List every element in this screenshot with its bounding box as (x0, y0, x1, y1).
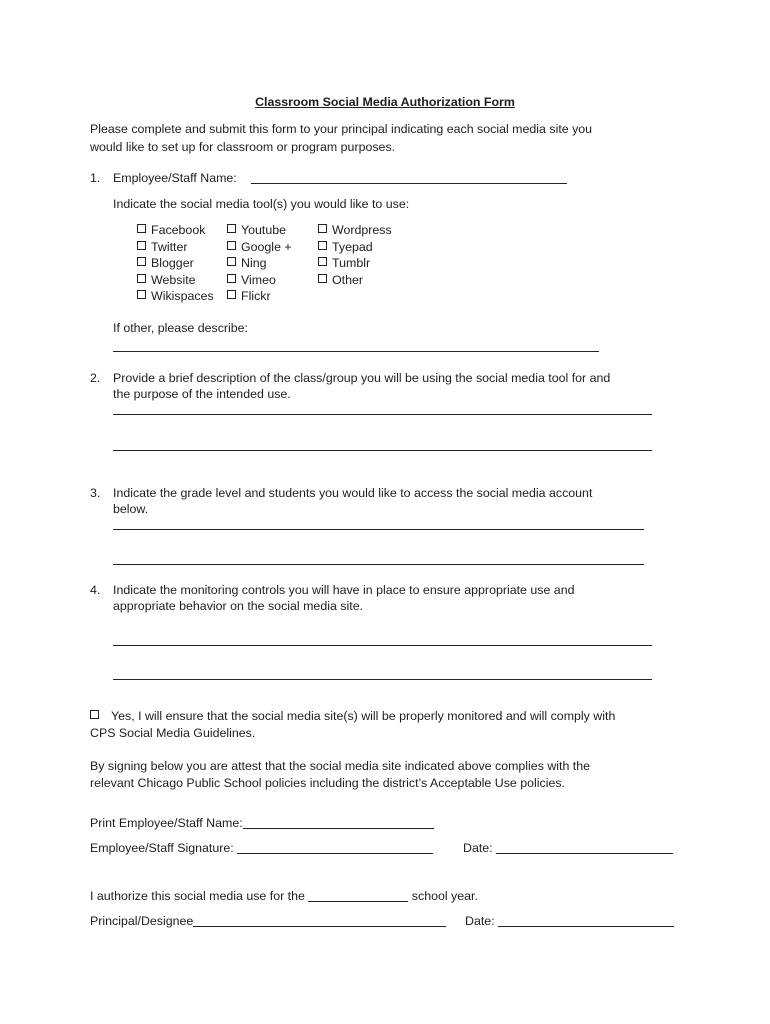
q2-answer-line-2[interactable] (113, 450, 652, 451)
other-describe-field[interactable] (113, 351, 599, 352)
q4-answer-line-1[interactable] (113, 645, 652, 646)
tool-checkbox[interactable] (318, 274, 327, 283)
q2-number: 2. (90, 371, 101, 385)
q1-number: 1. (90, 171, 101, 185)
tool-option (227, 289, 271, 303)
tool-checkbox[interactable] (137, 257, 146, 266)
q4-answer-line-2[interactable] (113, 679, 652, 680)
tool-checkbox[interactable] (137, 290, 146, 299)
page-title: Classroom Social Media Authorization Form (255, 95, 515, 109)
authorize-text-post: school year. (411, 889, 478, 903)
signature-date-label: Date: (463, 841, 493, 855)
tool-checkbox[interactable] (227, 224, 236, 233)
tool-label: Website (151, 272, 196, 287)
tool-label: Blogger (151, 256, 194, 271)
signature-field[interactable] (237, 841, 433, 854)
employee-name-field[interactable] (251, 183, 567, 184)
tool-checkbox[interactable] (227, 241, 236, 250)
school-year-field[interactable] (308, 889, 408, 902)
tool-option (318, 223, 392, 237)
tool-option (137, 256, 194, 270)
print-name-label: Print Employee/Staff Name: (90, 816, 243, 830)
principal-row (90, 914, 446, 928)
print-name-row (90, 816, 434, 830)
tool-checkbox[interactable] (227, 274, 236, 283)
q4-number: 4. (90, 583, 101, 597)
print-name-field[interactable] (243, 816, 434, 829)
principal-date-label: Date: (465, 914, 495, 928)
q4-line-1: Indicate the monitoring controls you will have in place to ensure appropriate use and (113, 583, 575, 597)
tool-option (137, 240, 188, 254)
tool-label: Ning (241, 256, 267, 271)
tool-checkbox[interactable] (318, 224, 327, 233)
q3-answer-line-1[interactable] (113, 529, 644, 530)
signature-row (90, 841, 433, 855)
tool-checkbox[interactable] (318, 241, 327, 250)
principal-label: Principal/Designee (90, 914, 194, 928)
q2-line-2: the purpose of the intended use. (113, 387, 291, 401)
tool-option (227, 273, 276, 287)
signature-label: Employee/Staff Signature: (90, 841, 234, 855)
q3-number: 3. (90, 486, 101, 500)
q3-answer-line-2[interactable] (113, 564, 644, 565)
tool-option (318, 256, 370, 270)
tool-label: Wordpress (332, 223, 392, 237)
principal-signature-field[interactable] (193, 914, 446, 927)
q3-line-2: below. (113, 502, 149, 516)
q1-prompt: Indicate the social media tool(s) you would like to use: (113, 197, 410, 211)
attest-line-2: relevant Chicago Public School policies including the district’s Acceptable Use policies. (90, 776, 565, 790)
principal-date-field[interactable] (498, 914, 674, 927)
attest-line-1: By signing below you are attest that the social media site indicated above complies with the (90, 759, 591, 773)
q4-line-2: appropriate behavior on the social media site. (113, 599, 364, 613)
tool-label: Vimeo (241, 272, 276, 287)
tool-option (137, 289, 214, 303)
tool-label: Tyepad (332, 239, 373, 254)
tool-option (137, 223, 205, 237)
tool-label: Other (332, 272, 363, 287)
tool-label: Flickr (241, 289, 271, 304)
principal-date-row (465, 914, 674, 928)
tool-checkbox[interactable] (137, 224, 146, 233)
q3-line-1: Indicate the grade level and students you would like to access the social media account (113, 486, 593, 500)
tool-option (227, 256, 266, 270)
signature-date-row (463, 841, 673, 855)
tool-option (318, 273, 363, 287)
other-describe-label: If other, please describe: (113, 321, 249, 335)
intro-line-2: would like to set up for classroom or program purposes. (90, 140, 396, 154)
tool-checkbox[interactable] (137, 274, 146, 283)
tool-label: Facebook (151, 223, 206, 237)
tool-option (318, 240, 373, 254)
tool-checkbox[interactable] (318, 257, 327, 266)
employee-name-label: Employee/Staff Name: (113, 171, 237, 185)
tool-label: Wikispaces (151, 289, 214, 304)
agree-row (90, 709, 615, 723)
agree-line-2: CPS Social Media Guidelines. (90, 726, 256, 740)
tool-option (227, 240, 292, 254)
tool-option (137, 273, 196, 287)
signature-date-field[interactable] (496, 841, 673, 854)
q2-line-1: Provide a brief description of the class/group you will be using the social media tool for and (113, 371, 611, 385)
agree-line-1: Yes, I will ensure that the social media site(s) will be properly monitored and will comply with (111, 709, 616, 723)
tool-label: Youtube (241, 223, 287, 237)
q2-answer-line-1[interactable] (113, 414, 652, 415)
tool-checkbox[interactable] (227, 290, 236, 299)
tool-label: Twitter (151, 239, 188, 254)
intro-line-1: Please complete and submit this form to your principal indicating each social media site you (90, 122, 593, 136)
tool-checkbox[interactable] (227, 257, 236, 266)
tool-label: Google + (241, 239, 292, 254)
tool-label: Tumblr (332, 256, 371, 271)
tool-checkbox[interactable] (137, 241, 146, 250)
tool-option (227, 223, 286, 237)
authorize-row (90, 889, 478, 903)
agree-checkbox[interactable] (90, 710, 99, 719)
authorize-text-pre: I authorize this social media use for the (90, 889, 305, 903)
